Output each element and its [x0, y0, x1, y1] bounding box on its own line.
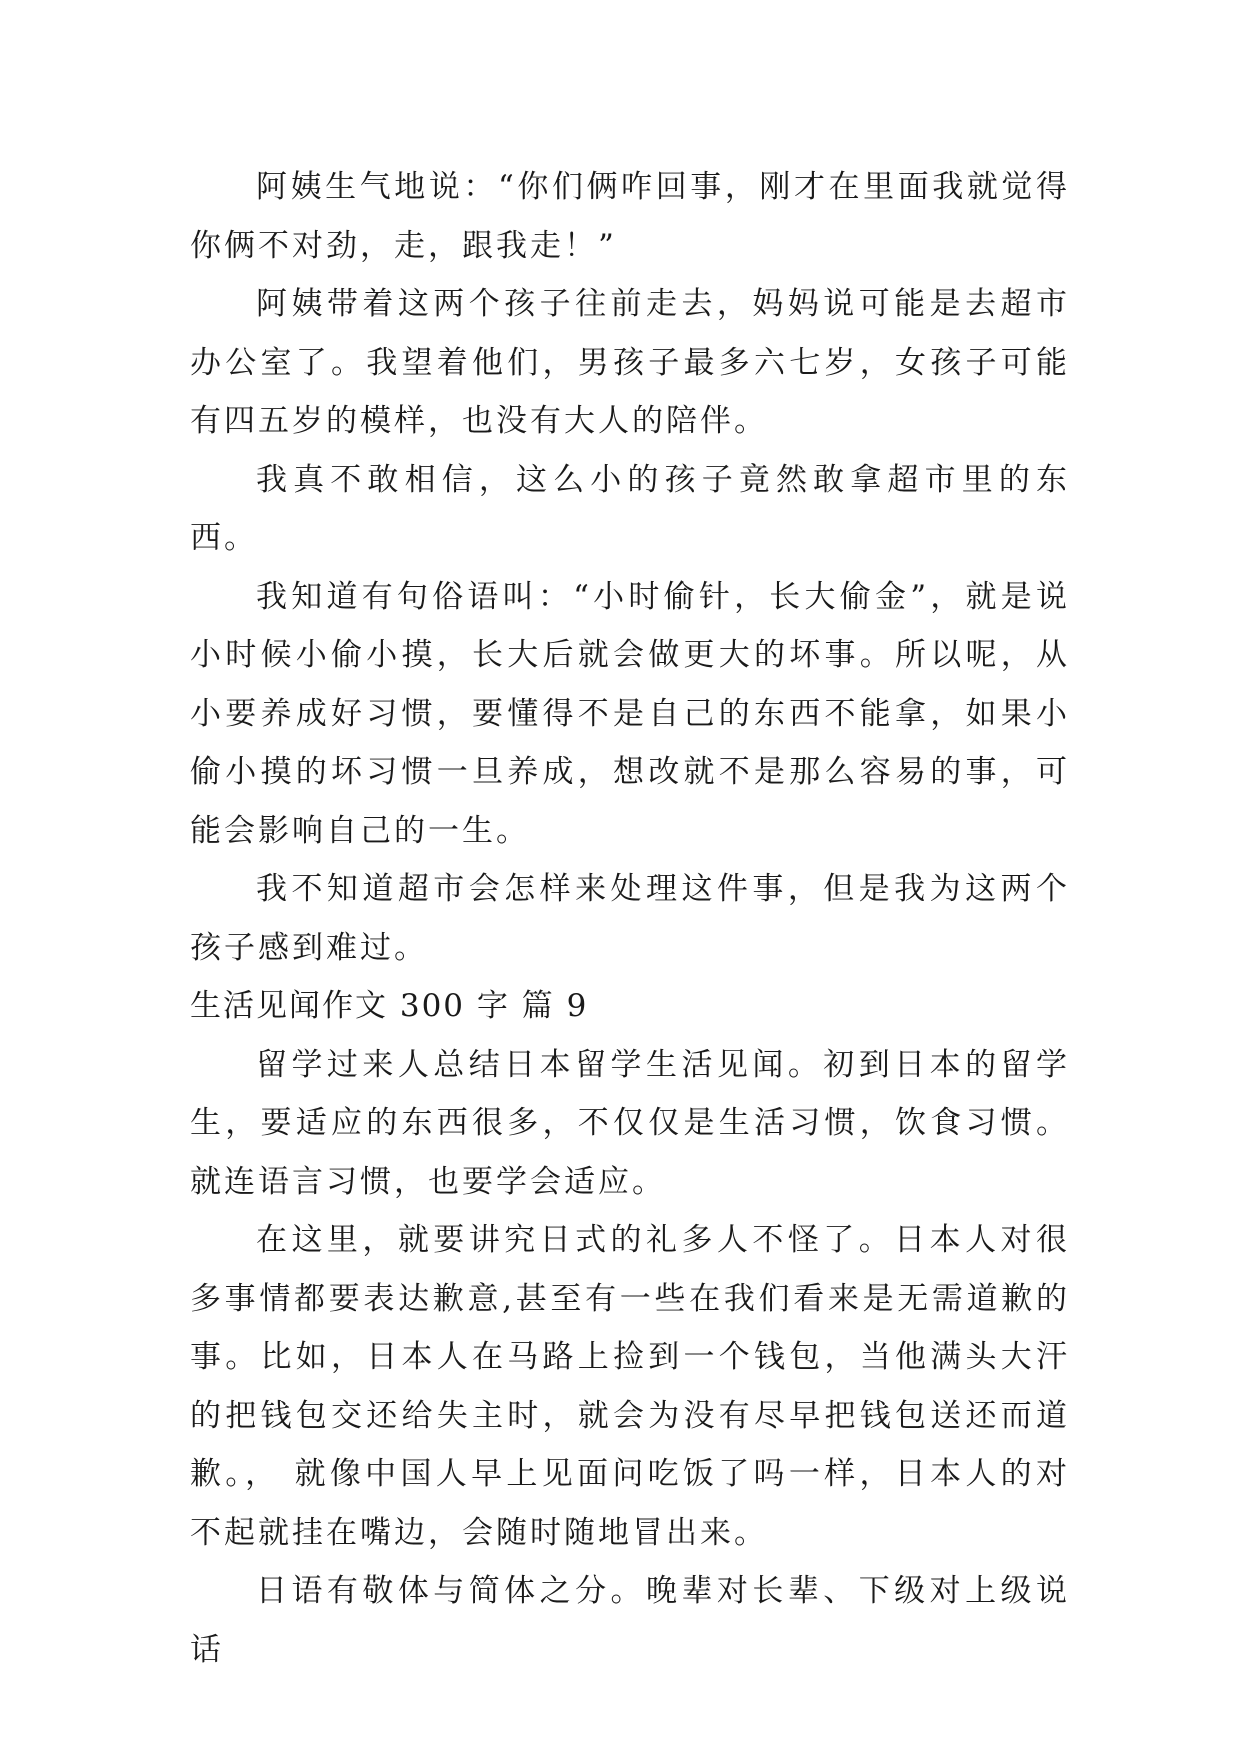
paragraph: 我知道有句俗语叫：“小时偷针，长大偷金”，就是说小时候小偷小摸，长大后就会做更大的坏事。所以呢，从小要养成好习惯，要懂得不是自己的东西不能拿，如果小偷小摸的坏习惯一旦养成，想改就不是那么容易的事，可能会影响自己的一生。 [190, 578, 1070, 849]
paragraph: 日语有敬体与简体之分。晚辈对长辈、下级对上级说话 [190, 1573, 1070, 1668]
paragraph: 留学过来人总结日本留学生活见闻。初到日本的留学生，要适应的东西很多，不仅仅是生活习惯，饮食习惯。就连语言习惯，也要学会适应。 [190, 1046, 1070, 1200]
paragraph: 我真不敢相信，这么小的孩子竟然敢拿超市里的东西。 [190, 461, 1070, 556]
paragraph: 阿姨生气地说：“你们俩咋回事，刚才在里面我就觉得你俩不对劲，走，跟我走！” [190, 169, 1070, 264]
paragraph: 我不知道超市会怎样来处理这件事，但是我为这两个孩子感到难过。 [190, 871, 1070, 966]
section-heading: 生活见闻作文 300 字 篇 9 [190, 988, 589, 1024]
paragraph: 在这里，就要讲究日式的礼多人不怪了。日本人对很多事情都要表达歉意,甚至有一些在我们看来是无需道歉的事。比如，日本人在马路上捡到一个钱包，当他满头大汗的把钱包交还给失主时，就会为没有尽早把钱包送还而道歉。， 就像中国人早上见面问吃饭了吗一样，日本人的对不起就挂在嘴边，会随时随地冒出来。 [190, 1222, 1070, 1551]
document-body [190, 158, 1070, 1679]
paragraph: 阿姨带着这两个孩子往前走去，妈妈说可能是去超市办公室了。我望着他们，男孩子最多六七岁，女孩子可能有四五岁的模样，也没有大人的陪伴。 [190, 286, 1070, 439]
